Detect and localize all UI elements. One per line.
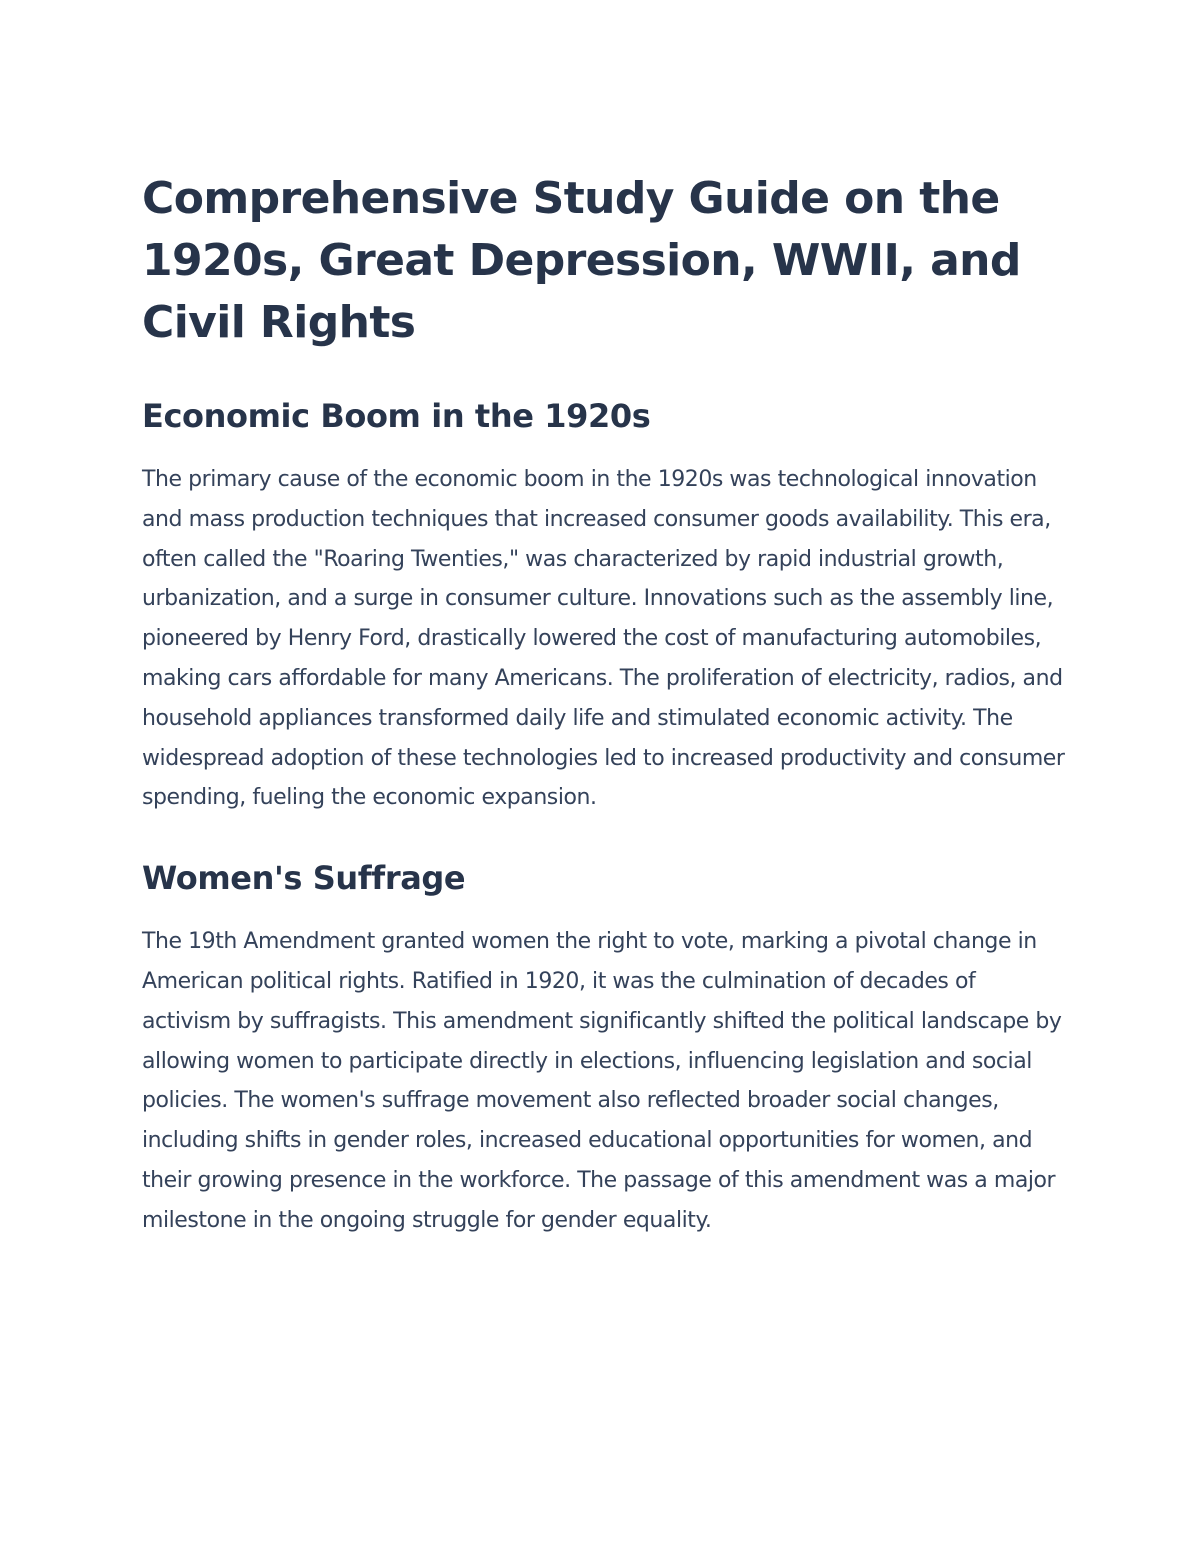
section-heading-womens-suffrage: Women's Suffrage [142,859,466,898]
document-title: Comprehensive Study Guide on the 1920s, Great Depression, WWII, and Civil Rights [142,173,1021,348]
document-page [142,168,1067,1279]
section-womens-suffrage [142,856,1067,1240]
section-economic-boom [142,394,1067,818]
section-body-economic-boom: The primary cause of the economic boom in the 1920s was technological innovation and mass production techniques that increased consumer goods availability. This era, often called the "Roaring Twenties," was characterized by rapid industrial growth, urbanization, and a surge in consumer culture. Innovations such as the assembly line, pioneered by Henry Ford, drastically lowered the cost of manufacturing automobiles, making cars affordable for many Americans. The proliferation of electricity, radios, and household appliances transformed daily life and stimulated economic activity. The widespread adoption of these technologies led to increased productivity and consumer spending, fueling the economic expansion. [142,467,1065,811]
section-heading-economic-boom: Economic Boom in the 1920s [142,397,651,435]
section-body-womens-suffrage: The 19th Amendment granted women the right to vote, marking a pivotal change in American political rights. Ratified in 1920, it was the culmination of decades of activism by suffragists. This amendment significantly shifted the political landscape by allowing women to participate directly in elections, influencing legislation and social policies. The women's suffrage movement also reflected broader social changes, including shifts in gender roles, increased educational opportunities for women, and their growing presence in the workforce. The passage of this amendment was a major milestone in the ongoing struggle for gender equality. [142,929,1062,1233]
